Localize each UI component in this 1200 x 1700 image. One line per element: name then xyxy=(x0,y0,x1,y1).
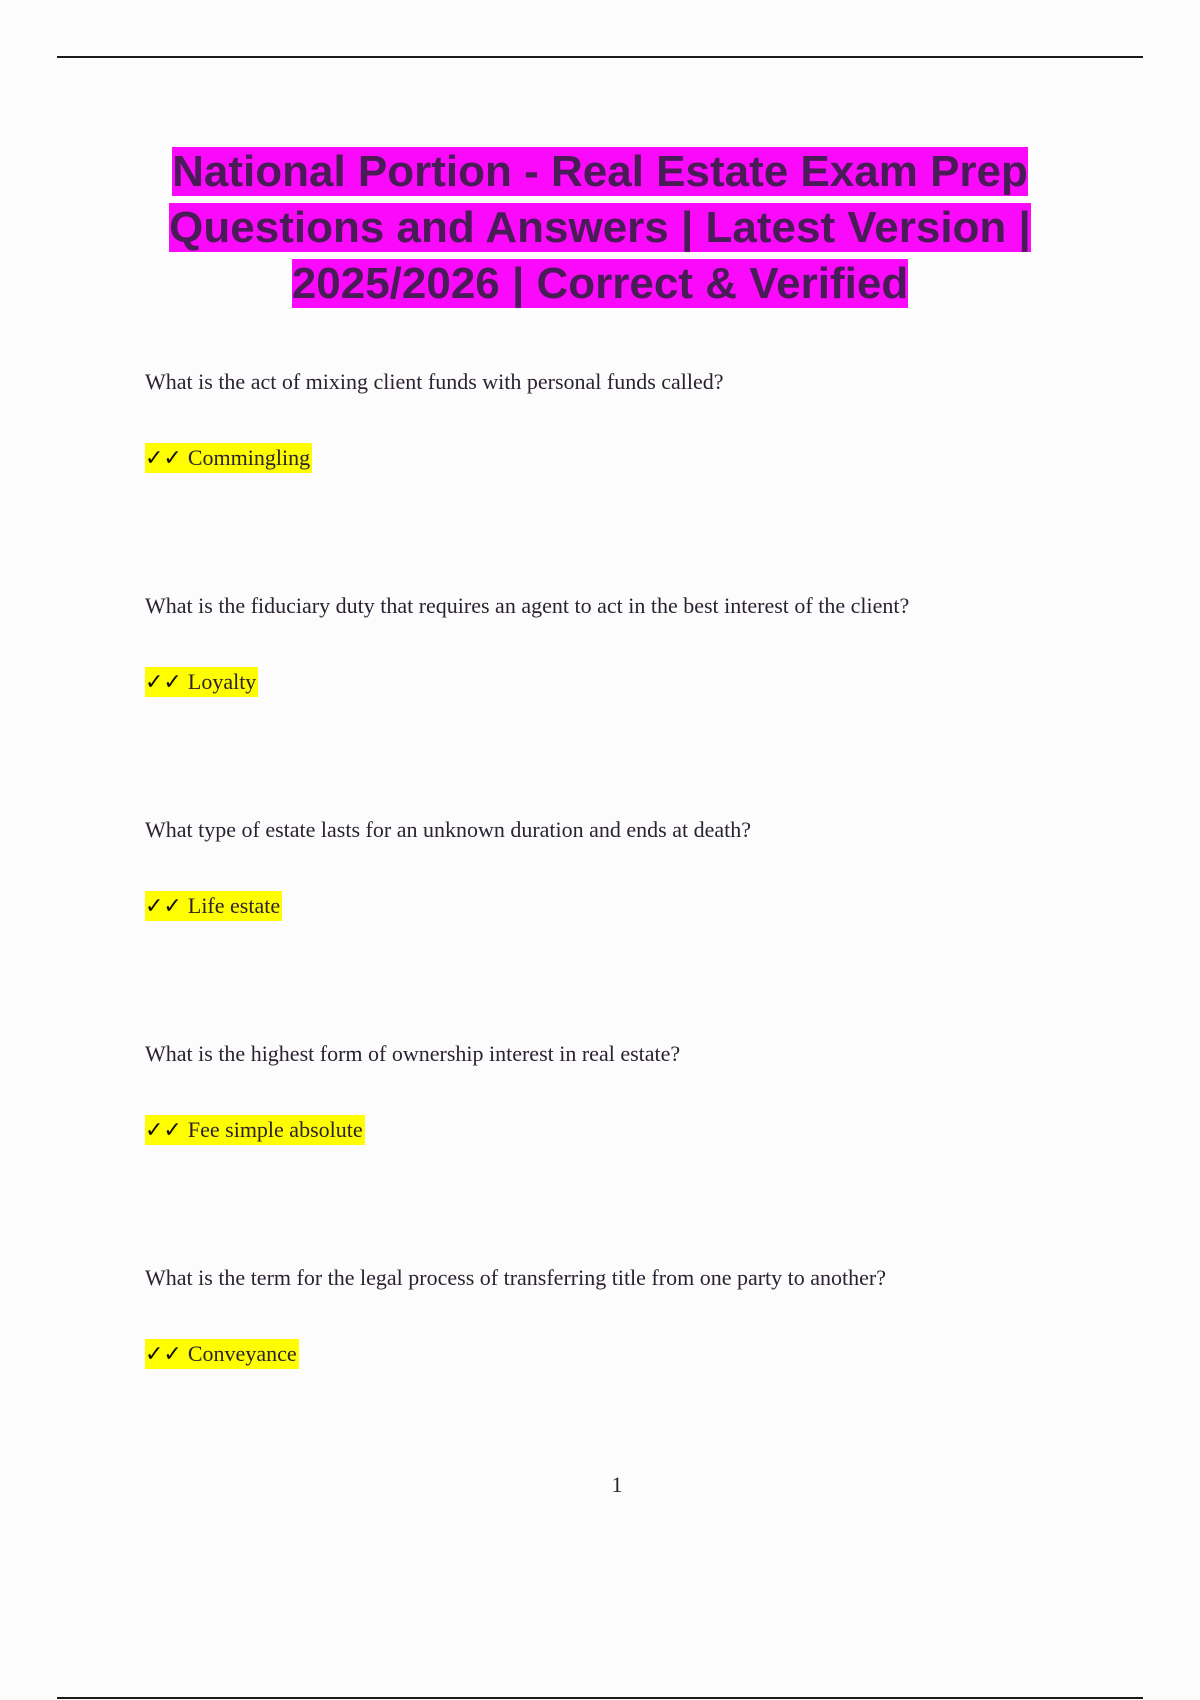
answer-text: Commingling xyxy=(187,445,311,470)
answer-text: Loyalty xyxy=(187,669,257,694)
qa-item-2 xyxy=(145,592,1105,695)
document-title xyxy=(100,144,1100,312)
page-number: 1 xyxy=(611,1472,623,1497)
answer xyxy=(145,1114,365,1147)
question-text: What is the fiduciary duty that requires an agent to act in the best interest of the client? xyxy=(145,593,910,618)
answer xyxy=(145,890,282,923)
answer-highlight xyxy=(145,891,282,921)
qa-item-5 xyxy=(145,1264,1105,1367)
bottom-rule xyxy=(57,1697,1143,1699)
answer-highlight xyxy=(145,1115,365,1145)
answer-highlight xyxy=(145,443,312,473)
answer xyxy=(145,442,312,475)
answer-highlight xyxy=(145,667,258,697)
qa-item-1 xyxy=(145,368,1105,471)
answer-text: Conveyance xyxy=(187,1341,297,1366)
question-text: What is the act of mixing client funds with personal funds called? xyxy=(145,369,724,394)
answer-text: Life estate xyxy=(187,893,281,918)
qa-item-3 xyxy=(145,816,1105,919)
question-text: What is the highest form of ownership interest in real estate? xyxy=(145,1041,681,1066)
double-check-icon: ✓✓ xyxy=(145,1342,182,1367)
answer xyxy=(145,1338,299,1371)
answer-highlight xyxy=(145,1339,299,1369)
title-highlight: National Portion - Real Estate Exam Prep Questions and Answers | Latest Version | 2025/2026 | Correct & Verified xyxy=(169,147,1031,308)
double-check-icon: ✓✓ xyxy=(145,446,182,471)
double-check-icon: ✓✓ xyxy=(145,670,182,695)
double-check-icon: ✓✓ xyxy=(145,1118,182,1143)
question-text: What type of estate lasts for an unknown duration and ends at death? xyxy=(145,817,752,842)
answer-text: Fee simple absolute xyxy=(187,1117,363,1142)
double-check-icon: ✓✓ xyxy=(145,894,182,919)
question-text: What is the term for the legal process of transferring title from one party to another? xyxy=(145,1265,887,1290)
top-rule xyxy=(57,56,1143,58)
answer xyxy=(145,666,258,699)
qa-item-4 xyxy=(145,1040,1105,1143)
